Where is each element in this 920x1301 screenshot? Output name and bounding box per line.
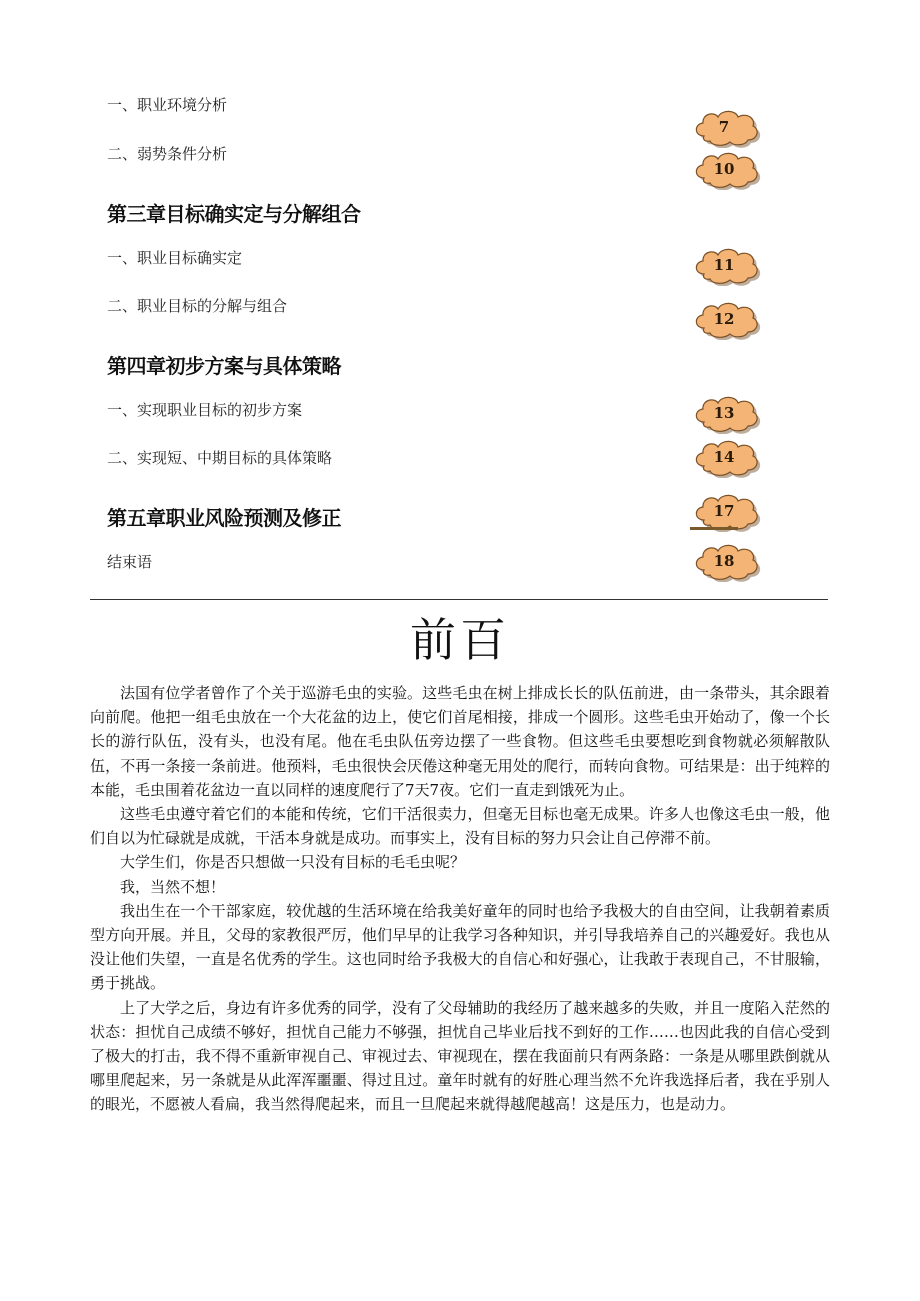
paragraph: 法国有位学者曾作了个关于巡游毛虫的实验。这些毛虫在树上排成长长的队伍前进，由一条带头，其余跟着向前爬。他把一组毛虫放在一个大花盆的边上，使它们首尾相接，排成一个圆形。这些毛虫开始动了，像一个长长的游行队伍，没有头，也没有尾。他在毛虫队伍旁边摆了一些食物。但这些毛虫要想吃到食物就必须解散队伍，不再一条接一条前进。他预料，毛虫很快会厌倦这种毫无用处的爬行，而转向食物。可结果是：出于纯粹的本能，毛虫围着花盆边一直以同样的速度爬行了7天7夜。它们一直走到饿死为止。: [90, 684, 830, 799]
page-number: 13: [713, 404, 735, 422]
page-number: 17: [713, 502, 735, 520]
page-badge-10[interactable]: [690, 148, 762, 190]
paragraph: 我，当然不想！: [120, 877, 226, 896]
page-badge-12[interactable]: [690, 298, 762, 340]
toc-item-conclusion[interactable]: 结束语: [107, 553, 153, 571]
toc-chapter-5[interactable]: 第五章职业风险预测及修正: [107, 506, 341, 530]
page-number: 18: [713, 552, 735, 570]
toc-chapter-3[interactable]: 第三章目标确实定与分解组合: [107, 202, 361, 226]
badge-underline: [690, 527, 738, 530]
page-badge-11[interactable]: [690, 244, 762, 286]
page-number: 10: [713, 160, 735, 178]
toc-item-career-environment[interactable]: 一、职业环境分析: [107, 96, 228, 114]
paragraph: 大学生们，你是否只想做一只没有目标的毛毛虫呢？: [120, 853, 466, 872]
toc-item-goal-setting[interactable]: 一、职业目标确实定: [107, 249, 243, 267]
toc-chapter-4[interactable]: 第四章初步方案与具体策略: [107, 354, 341, 378]
toc-item-goal-decomposition[interactable]: 二、职业目标的分解与组合: [107, 297, 288, 315]
page-badge-13[interactable]: [690, 392, 762, 434]
toc-item-initial-plan[interactable]: 一、实现职业目标的初步方案: [107, 401, 303, 419]
paragraph: 我出生在一个干部家庭，较优越的生活环境在给我美好童年的同时也给予我极大的自由空间，让我朝着素质型方向开展。并且，父母的家教很严厉，他们早早的让我学习各种知识，并引导我培养自己的兴趣爱好。我也从没让他们失望，一直是名优秀的学生。这也同时给予我极大的自信心和好强心，让我敢于表现自己，不甘服输，勇于挑战。: [90, 901, 830, 993]
page-badge-18[interactable]: [690, 540, 762, 582]
page-number: 11: [713, 256, 735, 274]
section-divider: [90, 599, 828, 600]
toc-item-weakness-analysis[interactable]: 二、弱势条件分析: [107, 145, 228, 163]
paragraph: 这些毛虫遵守着它们的本能和传统，它们干活很卖力，但毫无目标也毫无成果。许多人也像这毛虫一般，他们自以为忙碌就是成就，干活本身就是成功。而事实上，没有目标的努力只会让自己停滞不前。: [90, 805, 830, 848]
page-badge-7[interactable]: [690, 106, 762, 148]
page-badge-17[interactable]: [690, 490, 762, 532]
page-badge-14[interactable]: [690, 436, 762, 478]
paragraph: 上了大学之后，身边有许多优秀的同学，没有了父母辅助的我经历了越来越多的失败，并且一度陷入茫然的状态：担忧自己成绩不够好，担忧自己能力不够强，担忧自己毕业后找不到好的工作……也因此我的自信心受到了极大的打击，我不得不重新审视自己、审视过去、审视现在，摆在我面前只有两条路：一条是从哪里跌倒就从哪里爬起来，另一条就是从此浑浑噩噩、得过且过。童年时就有的好胜心理当然不允许我选择后者，我在乎别人的眼光，不愿被人看扁，我当然得爬起来，而且一旦爬起来就得越爬越高！这是压力，也是动力。: [90, 998, 830, 1114]
page-number: 14: [713, 448, 735, 466]
page-number: 7: [718, 118, 730, 136]
toc-item-strategy[interactable]: 二、实现短、中期目标的具体策略: [107, 449, 333, 467]
page-number: 12: [713, 310, 735, 328]
preface-title: 前百: [410, 613, 510, 667]
preface-body: [90, 681, 830, 1117]
